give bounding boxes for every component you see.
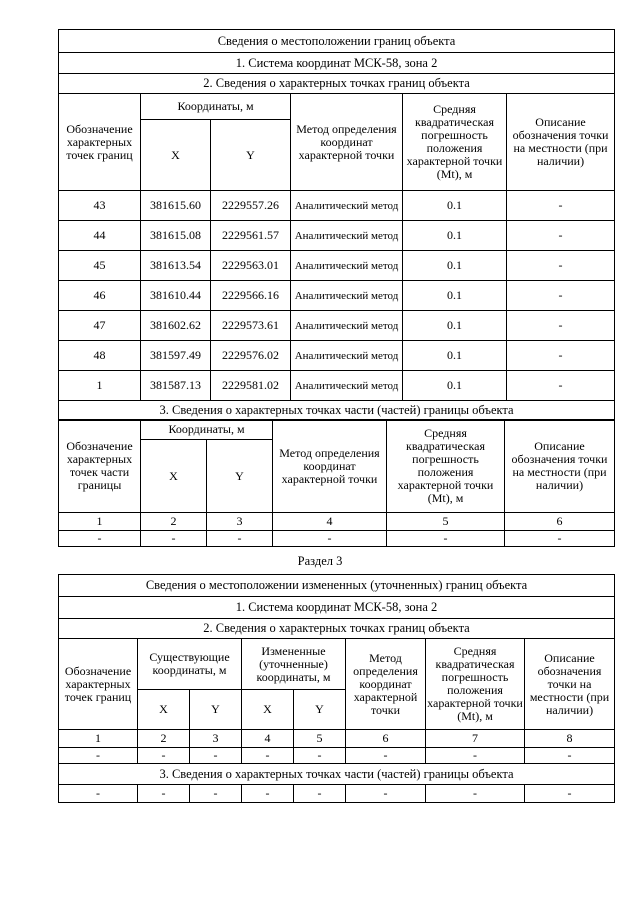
cell-point: 44	[59, 221, 141, 251]
boundary-table	[58, 29, 615, 421]
table-row	[59, 341, 615, 371]
cell-x: 381597.49	[141, 341, 211, 371]
changed-boundary-table	[58, 574, 615, 803]
cell-method: Аналитический метод	[291, 371, 403, 401]
cell-x: 381615.08	[141, 221, 211, 251]
cell-x: 381615.60	[141, 191, 211, 221]
header-coordinates: Координаты, м	[141, 420, 273, 440]
section-2-title: 2. Сведения о характерных точках границ объекта	[59, 74, 615, 94]
table-row	[59, 251, 615, 281]
cell-method: Аналитический метод	[291, 311, 403, 341]
header-description: Описание обозначения точки на местности (при наличии)	[525, 639, 615, 730]
cell-x: 381613.54	[141, 251, 211, 281]
header-error: Средняя квадратическая погрешность положения характерной точки (Mt), м	[426, 639, 525, 730]
table-row	[59, 281, 615, 311]
cell-point: 43	[59, 191, 141, 221]
cell-method: Аналитический метод	[291, 341, 403, 371]
header-y: Y	[294, 690, 346, 730]
header-x: X	[141, 120, 211, 191]
table-row	[59, 311, 615, 341]
cell-method: Аналитический метод	[291, 281, 403, 311]
header-x: X	[141, 440, 207, 513]
table-row: - - - - - -	[59, 531, 615, 547]
part-boundary-table	[58, 419, 615, 547]
cell-x: 381587.13	[141, 371, 211, 401]
header-method: Метод определения координат характерной точки	[346, 639, 426, 730]
cell-desc: -	[507, 371, 615, 401]
cell-mt: 0.1	[403, 281, 507, 311]
cell-y: 2229573.61	[211, 311, 291, 341]
cell-method: Аналитический метод	[291, 251, 403, 281]
coordinate-system: 1. Система координат МСК-58, зона 2	[59, 597, 615, 619]
table-row	[59, 191, 615, 221]
header-description: Описание обозначения точки на местности (при наличии)	[507, 94, 615, 191]
table-row: - - - - - - - -	[59, 748, 615, 764]
cell-mt: 0.1	[403, 191, 507, 221]
cell-point: 1	[59, 371, 141, 401]
header-method: Метод определения координат характерной точки	[291, 94, 403, 191]
cell-point: 46	[59, 281, 141, 311]
cell-mt: 0.1	[403, 311, 507, 341]
table-row	[59, 371, 615, 401]
header-coordinates: Координаты, м	[141, 94, 291, 120]
cell-point: 48	[59, 341, 141, 371]
header-designation: Обозначение характерных точек части границы	[59, 420, 141, 513]
header-method: Метод определения координат характерной точки	[273, 420, 387, 513]
table-row: - - - - - - - -	[59, 785, 615, 803]
cell-desc: -	[507, 191, 615, 221]
table-title: Сведения о местоположении границ объекта	[59, 30, 615, 53]
cell-method: Аналитический метод	[291, 221, 403, 251]
cell-point: 45	[59, 251, 141, 281]
cell-desc: -	[507, 311, 615, 341]
header-description: Описание обозначения точки на местности (при наличии)	[505, 420, 615, 513]
column-numbers: 1 2 3 4 5 6 7 8	[59, 730, 615, 748]
cell-method: Аналитический метод	[291, 191, 403, 221]
cell-mt: 0.1	[403, 221, 507, 251]
section-3-title: 3. Сведения о характерных точках части (частей) границы объекта	[59, 764, 615, 785]
coordinate-system: 1. Система координат МСК-58, зона 2	[59, 53, 615, 74]
table-row	[59, 221, 615, 251]
section-3-title: 3. Сведения о характерных точках части (частей) границы объекта	[59, 401, 615, 421]
header-x: X	[242, 690, 294, 730]
cell-y: 2229581.02	[211, 371, 291, 401]
cell-x: 381610.44	[141, 281, 211, 311]
header-y: Y	[190, 690, 242, 730]
header-error: Средняя квадратическая погрешность положения характерной точки (Mt), м	[387, 420, 505, 513]
cell-mt: 0.1	[403, 251, 507, 281]
cell-y: 2229561.57	[211, 221, 291, 251]
cell-y: 2229566.16	[211, 281, 291, 311]
cell-point: 47	[59, 311, 141, 341]
cell-mt: 0.1	[403, 341, 507, 371]
cell-mt: 0.1	[403, 371, 507, 401]
cell-y: 2229576.02	[211, 341, 291, 371]
column-numbers: 1 2 3 4 5 6	[59, 513, 615, 531]
cell-desc: -	[507, 221, 615, 251]
section-2-title: 2. Сведения о характерных точках границ объекта	[59, 619, 615, 639]
section-label: Раздел 3	[297, 554, 343, 568]
header-designation: Обозначение характерных точек границ	[59, 94, 141, 191]
header-error: Средняя квадратическая погрешность положения характерной точки (Mt), м	[403, 94, 507, 191]
header-existing-coordinates: Существующие координаты, м	[138, 639, 242, 690]
header-x: X	[138, 690, 190, 730]
cell-desc: -	[507, 251, 615, 281]
header-y: Y	[211, 120, 291, 191]
cell-y: 2229557.26	[211, 191, 291, 221]
header-designation: Обозначение характерных точек границ	[59, 639, 138, 730]
table-title: Сведения о местоположении измененных (уточненных) границ объекта	[59, 575, 615, 597]
cell-y: 2229563.01	[211, 251, 291, 281]
cell-desc: -	[507, 341, 615, 371]
cell-x: 381602.62	[141, 311, 211, 341]
header-y: Y	[207, 440, 273, 513]
cell-desc: -	[507, 281, 615, 311]
header-changed-coordinates: Измененные (уточненные) координаты, м	[242, 639, 346, 690]
